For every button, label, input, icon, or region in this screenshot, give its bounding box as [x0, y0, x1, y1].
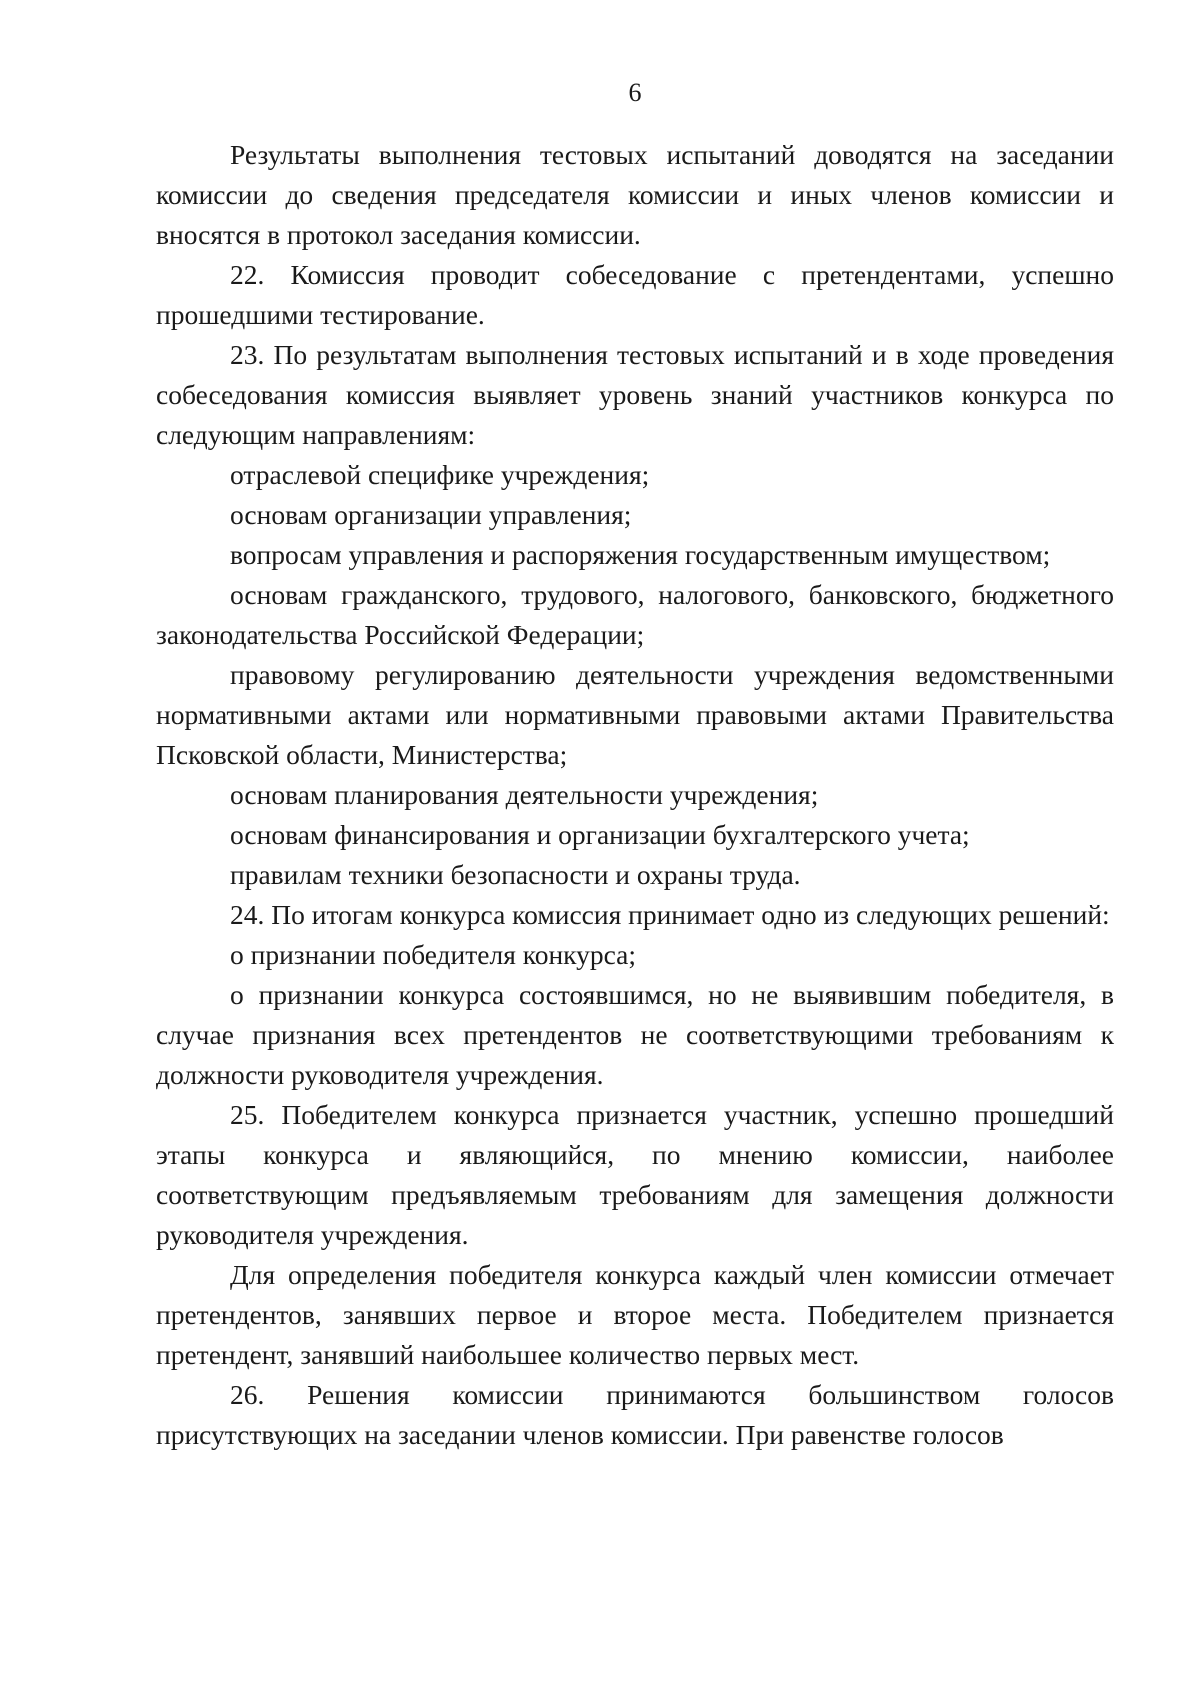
list-item: вопросам управления и распоряжения государственным имуществом; — [230, 539, 1051, 570]
page-number: 6 — [628, 78, 642, 107]
paragraph-26: 26. Решения комиссии принимаются большинством голосов присутствующих на заседании членов комиссии. При равенстве голосов — [156, 1379, 1114, 1450]
paragraph-25: 25. Победителем конкурса признается участник, успешно прошедший этапы конкурса и являющийся, по мнению комиссии, наиболее соответствующим предъявляемым требованиям для замещения должности руководителя учреждения. — [156, 1099, 1114, 1250]
list-item: о признании победителя конкурса; — [230, 939, 637, 970]
list-item: основам планирования деятельности учреждения; — [230, 779, 819, 810]
list-item: основам организации управления; — [230, 499, 632, 530]
list-item: основам гражданского, трудового, налогового, банковского, бюджетного законодательства Российской Федерации; — [156, 579, 1114, 650]
paragraph-22: 22. Комиссия проводит собеседование с претендентами, успешно прошедшими тестирование. — [156, 259, 1114, 330]
list-item: правилам техники безопасности и охраны труда. — [230, 859, 801, 890]
document-body — [156, 135, 1114, 1455]
paragraph-winner-determination: Для определения победителя конкурса каждый член комиссии отмечает претендентов, занявших первое и второе места. Победителем признается претендент, занявший наибольшее количество первых мест. — [156, 1259, 1114, 1370]
list-item: правовому регулированию деятельности учреждения ведомственными нормативными актами или нормативными правовыми актами Правительства Псковской области, Министерства; — [156, 659, 1114, 770]
list-item: отраслевой специфике учреждения; — [230, 459, 650, 490]
list-item: основам финансирования и организации бухгалтерского учета; — [230, 819, 970, 850]
list-item: о признании конкурса состоявшимся, но не выявившим победителя, в случае признания всех претендентов не соответствующими требованиям к должности руководителя учреждения. — [156, 979, 1114, 1090]
paragraph-test-results: Результаты выполнения тестовых испытаний доводятся на заседании комиссии до сведения председателя комиссии и иных членов комиссии и вносятся в протокол заседания комиссии. — [156, 139, 1114, 250]
paragraph-24: 24. По итогам конкурса комиссия принимает одно из следующих решений: — [230, 899, 1110, 930]
paragraph-23: 23. По результатам выполнения тестовых испытаний и в ходе проведения собеседования комиссия выявляет уровень знаний участников конкурса по следующим направлениям: — [156, 339, 1114, 450]
